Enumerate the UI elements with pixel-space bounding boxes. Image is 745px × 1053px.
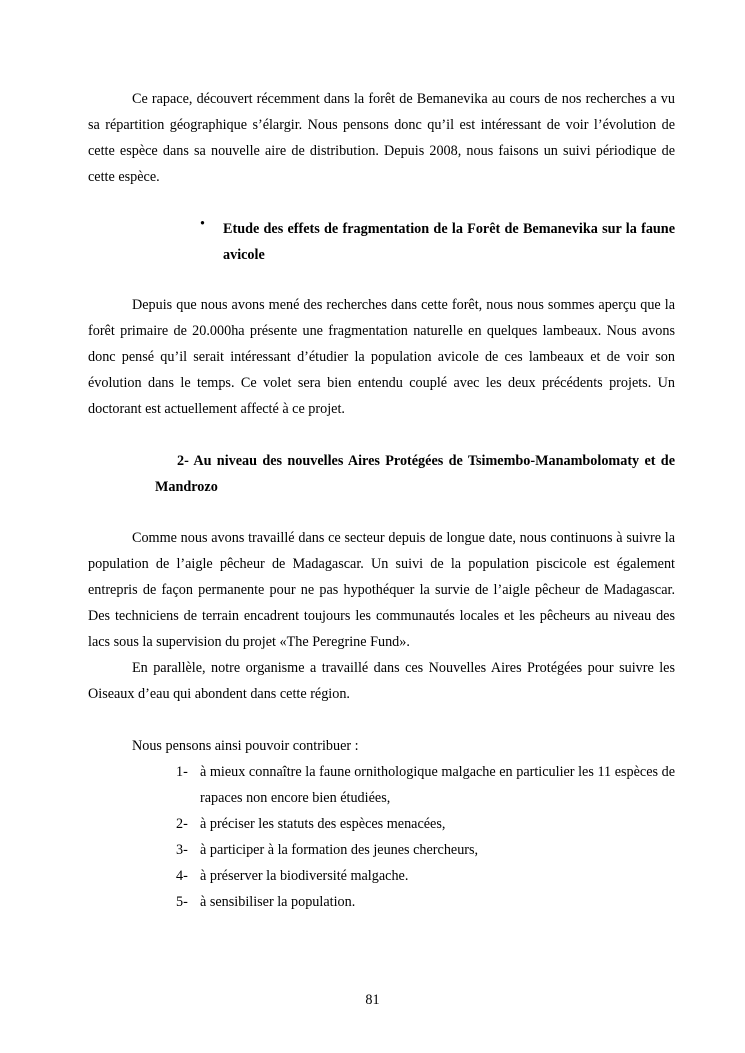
list-item-number: 3- — [176, 842, 188, 858]
list-item — [176, 889, 675, 915]
contribution-list — [176, 759, 675, 915]
list-item-text: à mieux connaître la faune ornithologique malgache en particulier les 11 espèces de rapaces non encore bien étudiées, — [200, 764, 675, 806]
paragraph-fragmentation: Depuis que nous avons mené des recherches dans cette forêt, nous nous sommes aperçu que la forêt primaire de 20.000ha présente une fragmentation naturelle en quelques lambeaux. Nous avons donc pensé qu’il serait intéressant d’étudier la population avicole de ces lambeaux et de voir son évolution dans le temps. Ce volet sera bien entendu couplé avec les deux précédents projets. Un doctorant est actuellement affecté à ce projet. — [88, 297, 675, 417]
list-item-text: à participer à la formation des jeunes chercheurs, — [200, 842, 479, 858]
list-item-number: 5- — [176, 894, 188, 910]
list-item-text: à sensibiliser la population. — [200, 894, 356, 910]
list-item-text: à préserver la biodiversité malgache. — [200, 868, 409, 884]
list-item — [176, 837, 675, 863]
list-item — [176, 863, 675, 889]
section-heading-fragmentation: Etude des effets de fragmentation de la Forêt de Bemanevika sur la faune avicole — [223, 221, 675, 263]
section-heading-aires-protegees: 2- Au niveau des nouvelles Aires Protégées de Tsimembo-Manambolomaty et de Mandrozo — [155, 453, 675, 495]
list-item-number: 4- — [176, 868, 188, 884]
list-item — [176, 759, 675, 811]
paragraph-oiseaux-eau: En parallèle, notre organisme a travaillé dans ces Nouvelles Aires Protégées pour suivre les Oiseaux d’eau qui abondent dans cette région. — [88, 660, 675, 702]
page-number: 81 — [365, 992, 380, 1008]
paragraph-contribuer: Nous pensons ainsi pouvoir contribuer : — [132, 738, 359, 754]
bullet-section — [0, 216, 745, 268]
paragraph-rapace: Ce rapace, découvert récemment dans la forêt de Bemanevika au cours de nos recherches a vu sa répartition géographique s’élargir. Nous pensons donc qu’il est intéressant de voir l’évolution de cette espèce dans sa nouvelle aire de distribution. Depuis 2008, nous faisons un suivi périodique de cette espèce. — [88, 91, 675, 185]
list-item-number: 1- — [176, 764, 188, 780]
bullet-icon: • — [200, 216, 205, 232]
paragraph-aigle-pecheur: Comme nous avons travaillé dans ce secteur depuis de longue date, nous continuons à suivre la population de l’aigle pêcheur de Madagascar. Un suivi de la population piscicole est également entrepris de façon permanente pour ne pas hypothéquer la survie de l’aigle pêcheur de Madagascar. Des techniciens de terrain encadrent toujours les communautés locales et les pêcheurs au niveau des lacs sous la supervision du projet «The Peregrine Fund». — [88, 530, 675, 650]
list-item-number: 2- — [176, 816, 188, 832]
list-item-text: à préciser les statuts des espèces menacées, — [200, 816, 446, 832]
list-item — [176, 811, 675, 837]
